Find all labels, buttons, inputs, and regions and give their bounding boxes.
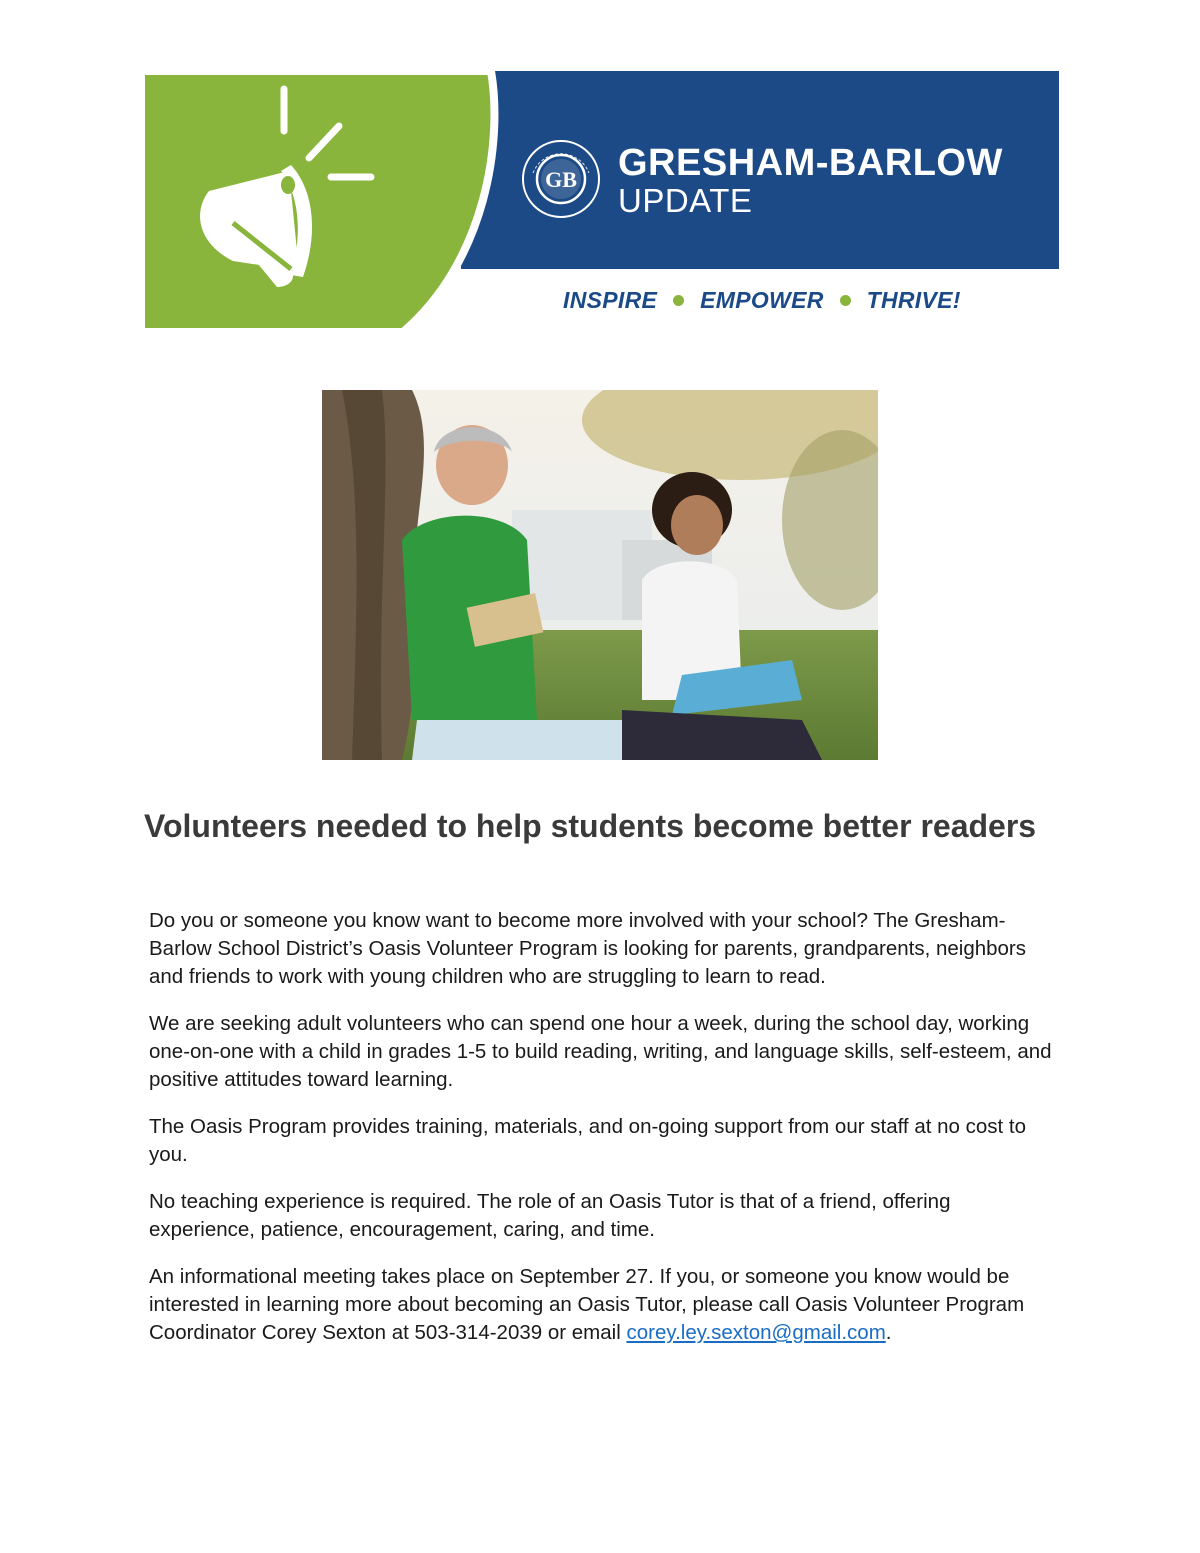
tagline-dot-icon [840,295,851,306]
tagline-dot-icon [673,295,684,306]
brand-subtitle: UPDATE [618,182,753,219]
svg-text:GB: GB [545,167,577,192]
contact-text: An informational meeting takes place on September 27. If you, or someone you know would be interested in learning more about becoming an Oasis Tutor, please call Oasis Volunteer Program Coordinator Corey Sexton at 503-314-2039 or email [149,1265,1025,1344]
article-paragraph: The Oasis Program provides training, materials, and on-going support from our staff at no cost to you. [149,1115,1026,1166]
reading-photo [322,390,878,760]
tagline-empower: EMPOWER [700,287,824,313]
article-paragraph: No teaching experience is required. The role of an Oasis Tutor is that of a friend, offering experience, patience, encouragement, caring, and time. [149,1190,951,1241]
district-seal-icon [519,137,603,221]
article-paragraph: Do you or someone you know want to become more involved with your school? The Gresham-Barlow School District’s Oasis Volunteer Program is looking for parents, grandparents, neighbors and friends to work with young children who are struggling to learn to read. [149,909,1026,988]
tagline-thrive: THRIVE! [866,287,961,313]
brand-title: GRESHAM-BARLOW [618,142,1003,184]
contact-end: . [885,1321,892,1344]
article-paragraph: We are seeking adult volunteers who can spend one hour a week, during the school day, working one-on-one with a child in grades 1-5 to build reading, writing, and language skills, self-esteem, and positive attitudes toward learning. [149,1012,1052,1091]
tagline-inspire: INSPIRE [563,287,658,313]
email-link[interactable]: corey.ley.sexton@gmail.com [626,1321,886,1344]
contact-paragraph [149,1263,1054,1347]
article-headline: Volunteers needed to help students become better readers [144,808,1037,844]
tagline [563,287,961,314]
article-body [149,907,1054,1366]
header-banner [141,71,1059,332]
photo-illustration [322,390,878,760]
